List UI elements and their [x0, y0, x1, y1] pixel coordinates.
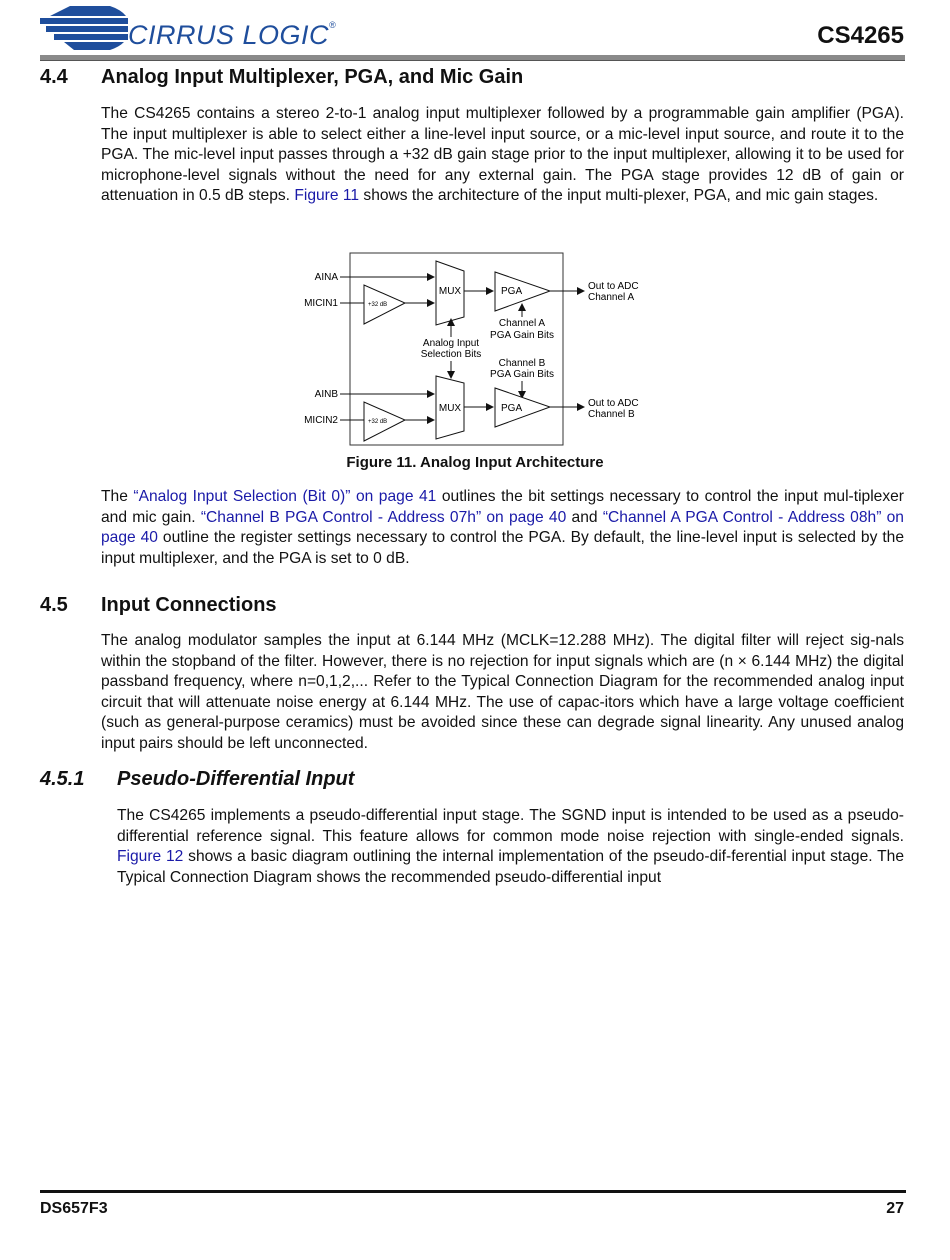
gain-bits-b-label-2: PGA Gain Bits	[490, 369, 554, 380]
text-run: The CS4265 implements a pseudo-differential input stage. The SGND input is intended to be used as a pseudo-differential reference signal. This feature allows for common mode noise rejection with single-ended signals.	[117, 807, 904, 845]
text-run: The	[101, 488, 134, 505]
out-a-label-1: Out to ADC	[588, 281, 639, 292]
text-run: and	[566, 508, 603, 526]
paragraph-4-5: The analog modulator samples the input at 6.144 MHz (MCLK=12.288 MHz). The digital filter will reject sig-nals within the stopband of the filter. However, there is no rejection for input signals which are (n × 6.144 MHz) the digital passband frequency, where n=0,1,2,... Refer to the Typical Connection Diagram for the recommended analog input circuit that will attenuate noise energy at 6.144 MHz. The use of capac-itors which have a large voltage coefficient (such as general-purpose ceramics) must be avoided since these can degrade signal linearity. Any unused analog input pairs should be left unconnected.	[101, 632, 904, 752]
figure-11-link[interactable]: Figure 11	[294, 187, 360, 205]
mux-label-a: MUX	[438, 286, 462, 297]
select-label-1: Analog Input	[422, 338, 480, 349]
select-label-2: Selection Bits	[420, 349, 482, 360]
paragraph-4-4-intro	[101, 104, 904, 207]
analog-input-selection-link[interactable]: “Analog Input Selection (Bit 0)” on page 41	[133, 488, 437, 505]
label-aina: AINA	[314, 272, 338, 283]
gain-label-b: +32 dB	[368, 419, 388, 425]
channel-b-pga-control-link[interactable]: “Channel B PGA Control - Address 07h” on page 40	[200, 508, 567, 526]
section-number: 4.4	[40, 66, 68, 88]
label-micin1: MICIN1	[304, 298, 338, 309]
company-name: CIRRUS LOGIC	[128, 20, 330, 50]
page-number: 27	[886, 1200, 904, 1217]
gain-bits-a-label-2: PGA Gain Bits	[490, 330, 554, 341]
label-micin2: MICIN2	[304, 415, 338, 426]
pga-label-a: PGA	[501, 286, 523, 297]
figure-11-caption: Figure 11. Analog Input Architecture	[346, 454, 604, 471]
cirrus-logic-logo	[40, 2, 340, 54]
pga-label-b: PGA	[501, 403, 523, 414]
logo-stripes-icon	[40, 2, 130, 54]
channel-a-pga-control-link[interactable]: “Channel A PGA Control - Address 08h” on page 40	[101, 508, 904, 547]
label-ainb: AINB	[314, 389, 338, 400]
header-rule	[40, 55, 905, 61]
out-a-label-2: Channel A	[588, 292, 635, 303]
section-title: Pseudo-Differential Input	[117, 768, 355, 790]
text-run: shows a basic diagram outlining the internal implementation of the pseudo-dif-ferential input stage. The Typical Connection Diagram shows the recommended pseudo-differential input	[117, 848, 904, 886]
mux-label-b: MUX	[438, 403, 462, 414]
paragraph-4-5-1	[117, 806, 904, 888]
text-run: outlines the bit settings necessary to control the input mul-tiplexer and mic gain.	[101, 488, 904, 526]
out-b-label-2: Channel B	[588, 409, 635, 420]
paragraph-4-4-registers	[101, 487, 904, 569]
text-run: outline the register settings necessary to control the PGA. By default, the line-level input is selected by the input multiplexer, and the PGA is set to 0 dB.	[101, 529, 904, 567]
section-title: Analog Input Multiplexer, PGA, and Mic Gain	[101, 66, 524, 88]
figure-12-link[interactable]: Figure 12	[117, 848, 184, 866]
gain-bits-a-label-1: Channel A	[498, 318, 546, 329]
text-run: shows the architecture of the input multi-plexer, PGA, and mic gain stages.	[359, 187, 879, 205]
gain-bits-b-label-1: Channel B	[498, 358, 546, 369]
out-b-label-1: Out to ADC	[588, 398, 639, 409]
document-number: DS657F3	[40, 1200, 108, 1217]
part-number: CS4265	[817, 22, 904, 49]
section-number: 4.5.1	[40, 768, 85, 790]
text-run: The CS4265 contains a stereo 2-to-1 analog input multiplexer followed by a programmable gain amplifier (PGA). The input multiplexer is able to select either a line-level input source, or a mic-level input source, and route it to the PGA. The mic-level input passes through a +32 dB gain stage prior to the input multiplexer, allowing it to be used for microphone-level signals without the need for any external gain. The PGA stage provides 12 dB of gain or attenuation in 0.5 dB steps.	[101, 105, 904, 205]
section-title: Input Connections	[101, 594, 277, 616]
footer-rule	[40, 1190, 906, 1193]
registered-mark: ®	[329, 20, 337, 30]
section-number: 4.5	[40, 594, 68, 616]
gain-label-a: +32 dB	[368, 302, 388, 308]
figure-11-diagram	[290, 245, 660, 455]
